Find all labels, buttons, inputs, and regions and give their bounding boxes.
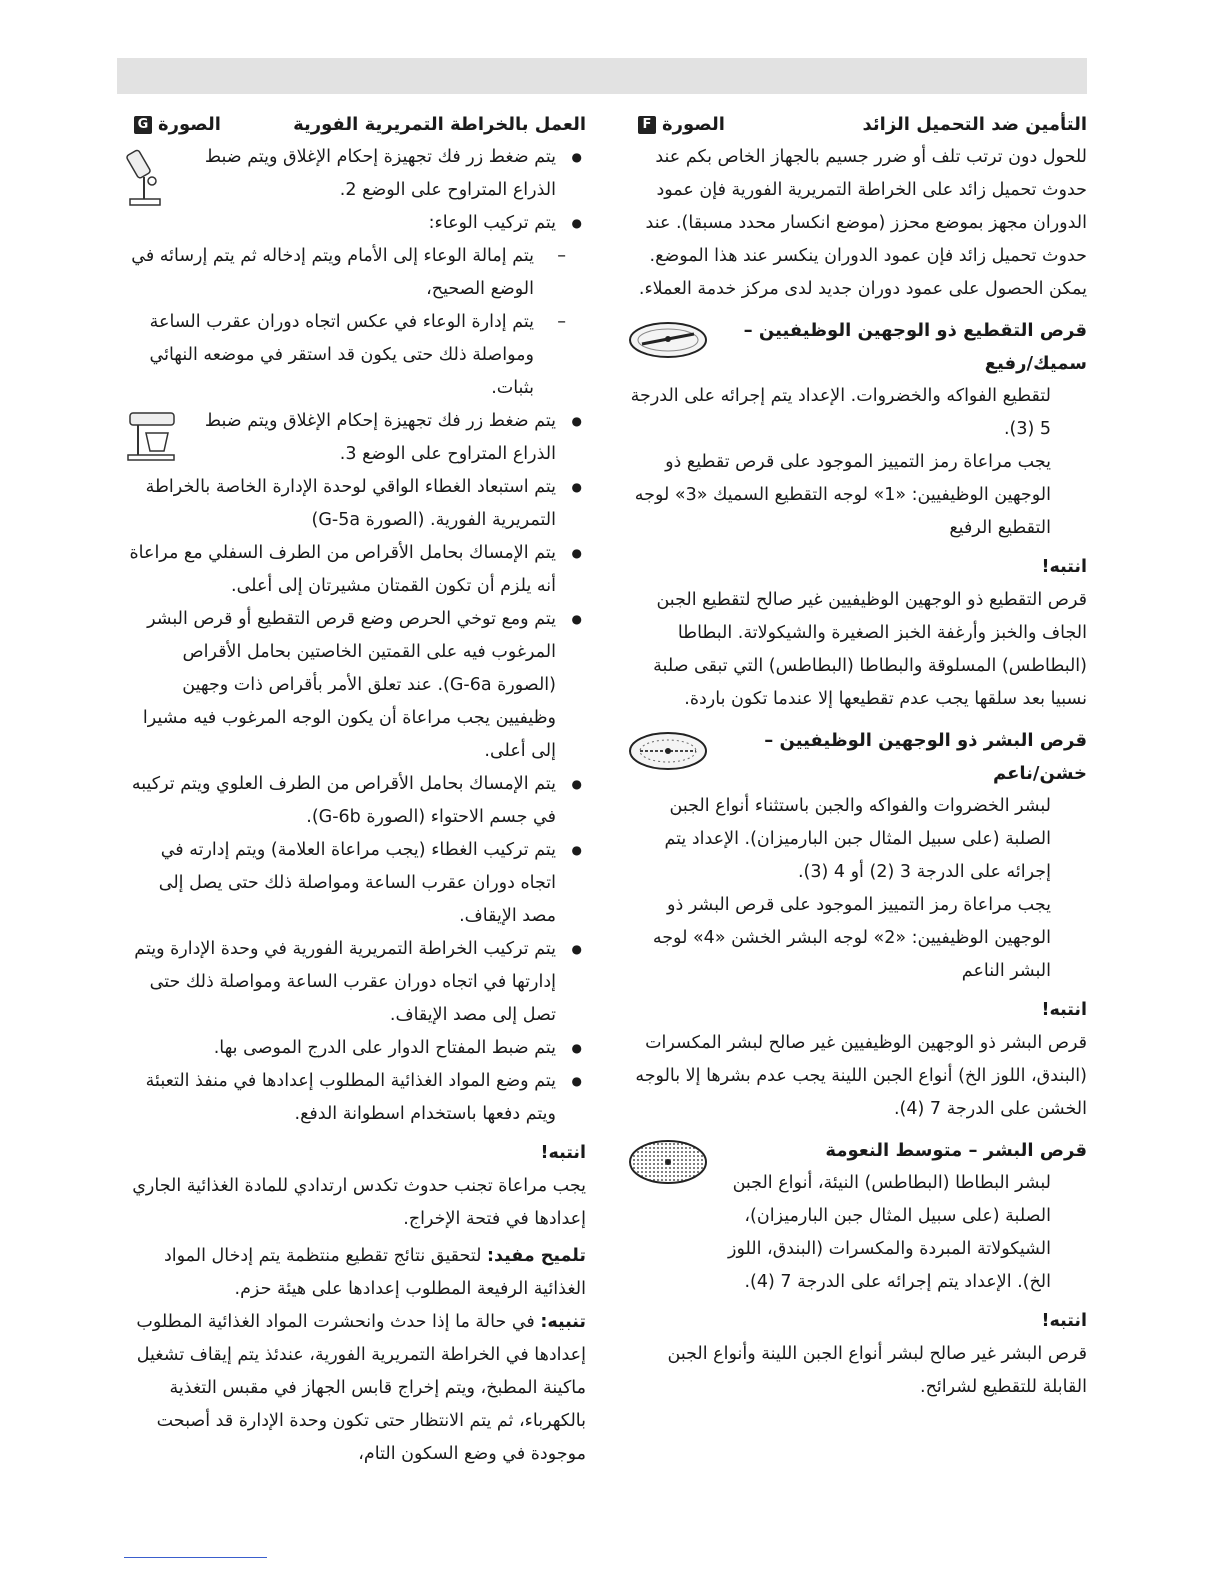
attention-label-1: انتبه! [1041, 557, 1087, 577]
medium-grating-disc-icon [628, 1138, 708, 1186]
tip-label: تلميح مفيد: [487, 1246, 586, 1266]
figure-letter-badge: F [638, 116, 656, 134]
medium-disc-text: لبشر البطاطا (البطاطس) النيئة، أنواع الجبن الصلبة (على سبيل المثال جبن البارميزان)، الشيكولاتة المبردة والمكسرات (البندق، اللوز الخ). الإعداد يتم إجرائه على الدرجة 7 (4). [728, 1173, 1051, 1292]
attention-label-3: انتبه! [1041, 1311, 1087, 1331]
overload-paragraph: للحول دون ترتب تلف أو ضرر جسيم بالجهاز الخاص بكم عند حدوث تحميل زائد على الخراطة التمريرية الفورية فإن عمود الدوران مجهز بموضع محزز (موضع انكسار محدد مسبقا). عند حدوث تحميل زائد فإن عمود الدوران ينكسر عند هذا الموضع. يمكن الحصول على عمود دوران جديد لدى مركز خدمة العملاء. [638, 147, 1087, 299]
substep-text: يتم إمالة الوعاء إلى الأمام ويتم إدخاله ثم يتم إرسائه في الوضع الصحيح، [131, 246, 534, 299]
section-header-operation [124, 108, 586, 141]
step-text: يتم الإمساك بحامل الأقراص من الطرف السفلي مع مراعاة أنه يلزم أن تكون القمتان مشيرتان إلى أعلى. [129, 543, 556, 596]
step-text: يتم تركيب الغطاء (يجب مراعاة العلامة) ويتم إدارته في اتجاه دوران عقرب الساعة ومواصلة ذلك حتى يصل إلى مصد الإيقاف. [158, 840, 556, 926]
grating-disc-title: قرص البشر ذو الوجهين الوظيفيين – خشن/ناعم [764, 730, 1087, 784]
column-right [628, 108, 1087, 1404]
slicing-disc-title: قرص التقطيع ذو الوجهين الوظيفيين – سميك/رفيع [743, 320, 1087, 374]
substep-text: يتم إدارة الوعاء في عكس اتجاه دوران عقرب الساعة ومواصلة ذلك حتى يكون قد استقر في موضعه النهائي بثبات. [149, 312, 534, 398]
list-item [124, 1032, 586, 1065]
list-item [124, 240, 586, 306]
figure-label: الصورة [662, 114, 725, 135]
figure-label: الصورة [158, 114, 221, 135]
slicing-disc-mark: يجب مراعاة رمز التمييز الموجود على قرص تقطيع ذو الوجهين الوظيفيين: «1» لوجه التقطيع السميك «3» لوجه التقطيع الرفيع [634, 452, 1051, 538]
list-item [124, 933, 586, 1032]
attention-text-2: قرص البشر ذو الوجهين الوظيفيين غير صالح لبشر المكسرات (البندق، اللوز الخ) أنواع الجبن اللينة يجب عدم بشرها إلا بالوجه الخشن على الدرجة 7 (4). [635, 1033, 1087, 1119]
slicing-disc-icon [628, 320, 708, 360]
figure-reference-f [638, 108, 725, 141]
step-text: يتم وضع المواد الغذائية المطلوب إعدادها في منفذ التعبئة ويتم دفعها باستخدام اسطوانة الدفع. [145, 1071, 556, 1124]
warning-paragraph [124, 1306, 586, 1471]
grating-disc-section [628, 724, 1087, 790]
section-title-overload: التأمين ضد التحميل الزائد [862, 114, 1087, 135]
grating-disc-icon [628, 730, 708, 772]
operation-steps-list-2 [124, 405, 586, 1131]
list-item [124, 537, 586, 603]
warning-label: تنبيه: [540, 1312, 586, 1332]
slicing-disc-section [628, 314, 1087, 380]
figure-letter-badge: G [134, 116, 152, 134]
attention-text-3: قرص البشر غير صالح لبشر أنواع الجبن اللينة وأنواع الجبن القابلة للتقطيع لشرائح. [667, 1344, 1087, 1397]
step-text: يتم تركيب الخراطة التمريرية الفورية في وحدة الإدارة ويتم إدارتها في اتجاه دوران عقرب الساعة ومواصلة ذلك حتى تصل إلى مصد الإيقاف. [134, 939, 556, 1025]
medium-disc-title: قرص البشر – متوسط النعومة [825, 1140, 1087, 1161]
operation-steps-list [124, 141, 586, 240]
grating-disc-text: لبشر الخضروات والفواكه والجبن باستثناء أنواع الجبن الصلبة (على سبيل المثال جبن البارميزان). الإعداد يتم إجرائه على الدرجة 3 (2) أو 4 (3). [664, 796, 1051, 882]
step-text: ● يتم ضغط زر فك تجهيزة إحكام الإغلاق ويتم ضبط الذراع المتراوح على الوضع 3. [204, 411, 556, 464]
list-item [124, 834, 586, 933]
section-title-operation: العمل بالخراطة التمريرية الفورية [293, 114, 586, 135]
attention-text-1: قرص التقطيع ذو الوجهين الوظيفيين غير صالح لتقطيع الجبن الجاف والخبز وأرغفة الخبز الصغيرة والشيكولاتة. البطاطا (البطاطس) المسلوقة والبطاطا (البطاطس) التي تبقى صلبة نسبيا بعد سلقها يجب عدم تقطيعها إلا عندما تكون باردة. [653, 590, 1087, 709]
step-text: يتم ضبط المفتاح الدوار على الدرج الموصى بها. [213, 1038, 556, 1058]
tip-text: لتحقيق نتائج تقطيع منتظمة يتم إدخال المواد الغذائية الرفيعة المطلوب إعدادها على هيئة حزم. [163, 1246, 586, 1299]
step-text: يتم استبعاد الغطاء الواقي لوحدة الإدارة الخاصة بالخراطة التمريرية الفورية. (الصورة G-5a) [145, 477, 556, 530]
list-item [124, 768, 586, 834]
list-item [124, 603, 586, 768]
tip-paragraph [124, 1240, 586, 1306]
step-text: يتم تركيب الوعاء: [428, 213, 556, 233]
header-bar [117, 58, 1087, 94]
step-text: يتم ومع توخي الحرص وضع قرص التقطيع أو قرص البشر المرغوب فيه على القمتين الخاصتين بحامل الأقراص (الصورة G-6a). عند تعلق الأمر بأقراص ذات وجهين وظيفيين يجب مراعاة أن يكون الوجه المرغوب فيه مشيرا إلى أعلى. [142, 609, 556, 761]
mixer-arm-position-3-icon [124, 407, 180, 463]
grating-disc-mark: يجب مراعاة رمز التمييز الموجود على قرص البشر ذو الوجهين الوظيفيين: «2» لوجه البشر الخشن «4» لوجه البشر الناعم [652, 895, 1051, 981]
list-item [124, 405, 586, 471]
attention-label-2: انتبه! [1041, 1000, 1087, 1020]
mixer-arm-position-2-icon [124, 145, 164, 209]
figure-reference-g [134, 108, 221, 141]
list-item [124, 471, 586, 537]
bowl-substeps-list [124, 240, 586, 405]
list-item [124, 1065, 586, 1131]
step-text: ● يتم ضغط زر فك تجهيزة إحكام الإغلاق ويتم ضبط الذراع المتراوح على الوضع 2. [204, 147, 556, 200]
list-item [124, 306, 586, 405]
list-item [124, 141, 586, 207]
medium-disc-section [628, 1134, 1087, 1299]
attention-label-left: انتبه! [540, 1143, 586, 1163]
footnote-separator [124, 1557, 267, 1558]
attention-text-left: يجب مراعاة تجنب حدوث تكدس ارتدادي للمادة الغذائية الجاري إعدادها في فتحة الإخراج. [132, 1176, 586, 1229]
list-item [124, 207, 586, 240]
warning-text: في حالة ما إذا حدث وانحشرت المواد الغذائية المطلوب إعدادها في الخراطة التمريرية الفورية، عندئذ يتم إيقاف تشغيل ماكينة المطبخ، ويتم إخراج قابس الجهاز في مقبس التغذية بالكهرباء، ثم يتم الانتظار حتى تكون وحدة الإدارة قد أصبحت موجودة في وضع السكون التام، [136, 1312, 586, 1464]
section-header-overload [628, 108, 1087, 141]
slicing-disc-text: لتقطيع الفواكه والخضروات. الإعداد يتم إجرائه على الدرجة 5 (3). [630, 386, 1051, 439]
column-left [124, 108, 586, 1471]
step-text: يتم الإمساك بحامل الأقراص من الطرف العلوي ويتم تركيبه في جسم الاحتواء (الصورة G-6b). [131, 774, 556, 827]
